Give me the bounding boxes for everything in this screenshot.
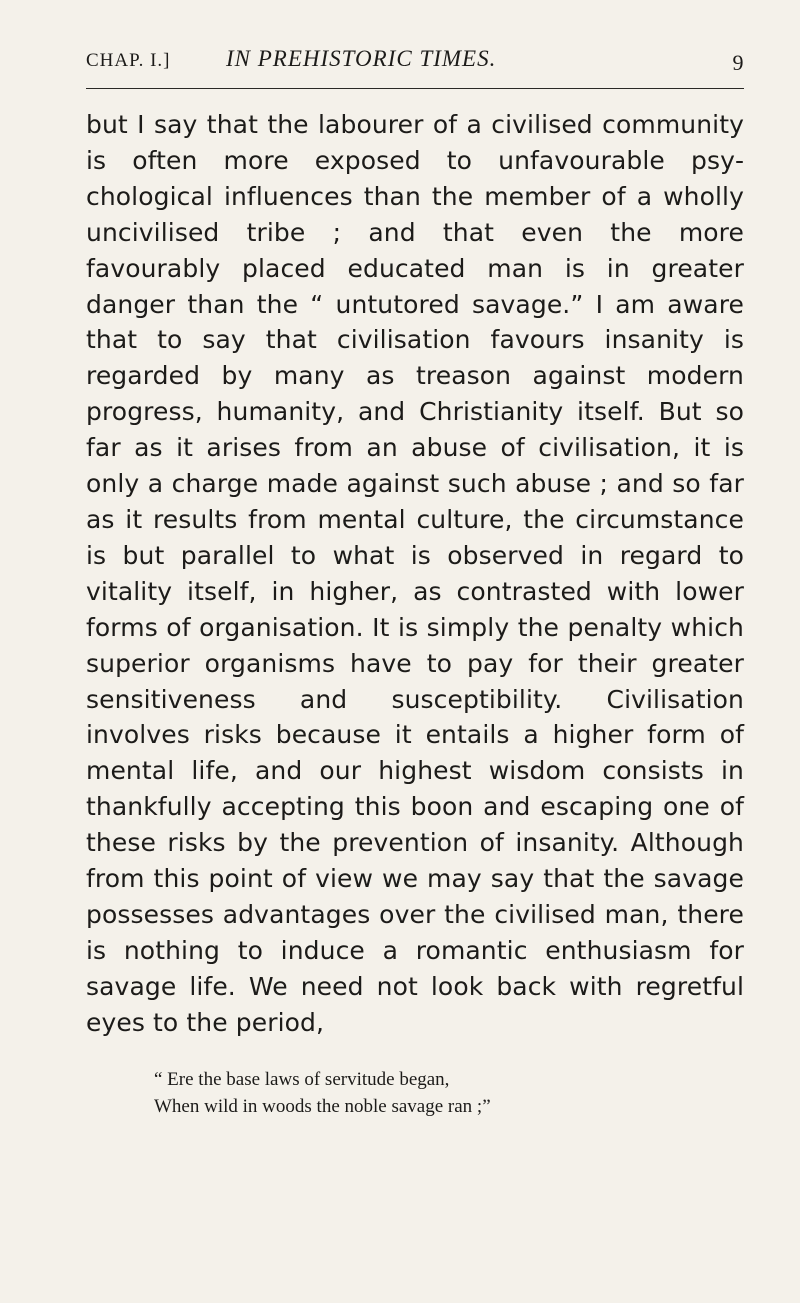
body-paragraph: but I say that the labourer of a civilised community is often more exposed to unfavourable psychological influences than the member of a wholly uncivilised tribe ; and that even the more favourably placed educated man is in greater danger than the “ untutored savage.” I am aware that to say that civilisation favours insanity is regarded by many as treason against modern progress, humanity, and Christianity itself. But so far as it arises from an abuse of civilisation, it is only a charge made against such abuse ; and so far as it results from mental culture, the circumstance is but parallel to what is observed in regard to vitality itself, in higher, as contrasted with lower forms of organisation. It is simply the penalty which superior organisms have to pay for their greater sensitiveness and susceptibility. Civilisation involves risks because it entails a higher form of mental life, and our highest wisdom consists in thankfully accepting this boon and escaping one of these risks by the prevention of insanity. Although from this point of view we may say that the savage possesses advantages over the civilised man, there is nothing to induce a romantic enthusiasm for savage life. We need not look back with regretful eyes to the period, <box>86 110 744 1037</box>
header-rule <box>86 88 744 89</box>
quote-line-2: When wild in woods the noble savage ran ;” <box>154 1095 491 1117</box>
running-head <box>86 44 744 80</box>
page-number: 9 <box>732 50 744 75</box>
chapter-label: CHAP. I.] <box>86 50 171 71</box>
quote-line-1: “ Ere the base laws of servitude began, <box>154 1068 450 1090</box>
running-title: IN PREHISTORIC TIMES. <box>226 46 497 71</box>
book-page <box>86 44 744 1120</box>
verse-quote <box>154 1066 744 1120</box>
